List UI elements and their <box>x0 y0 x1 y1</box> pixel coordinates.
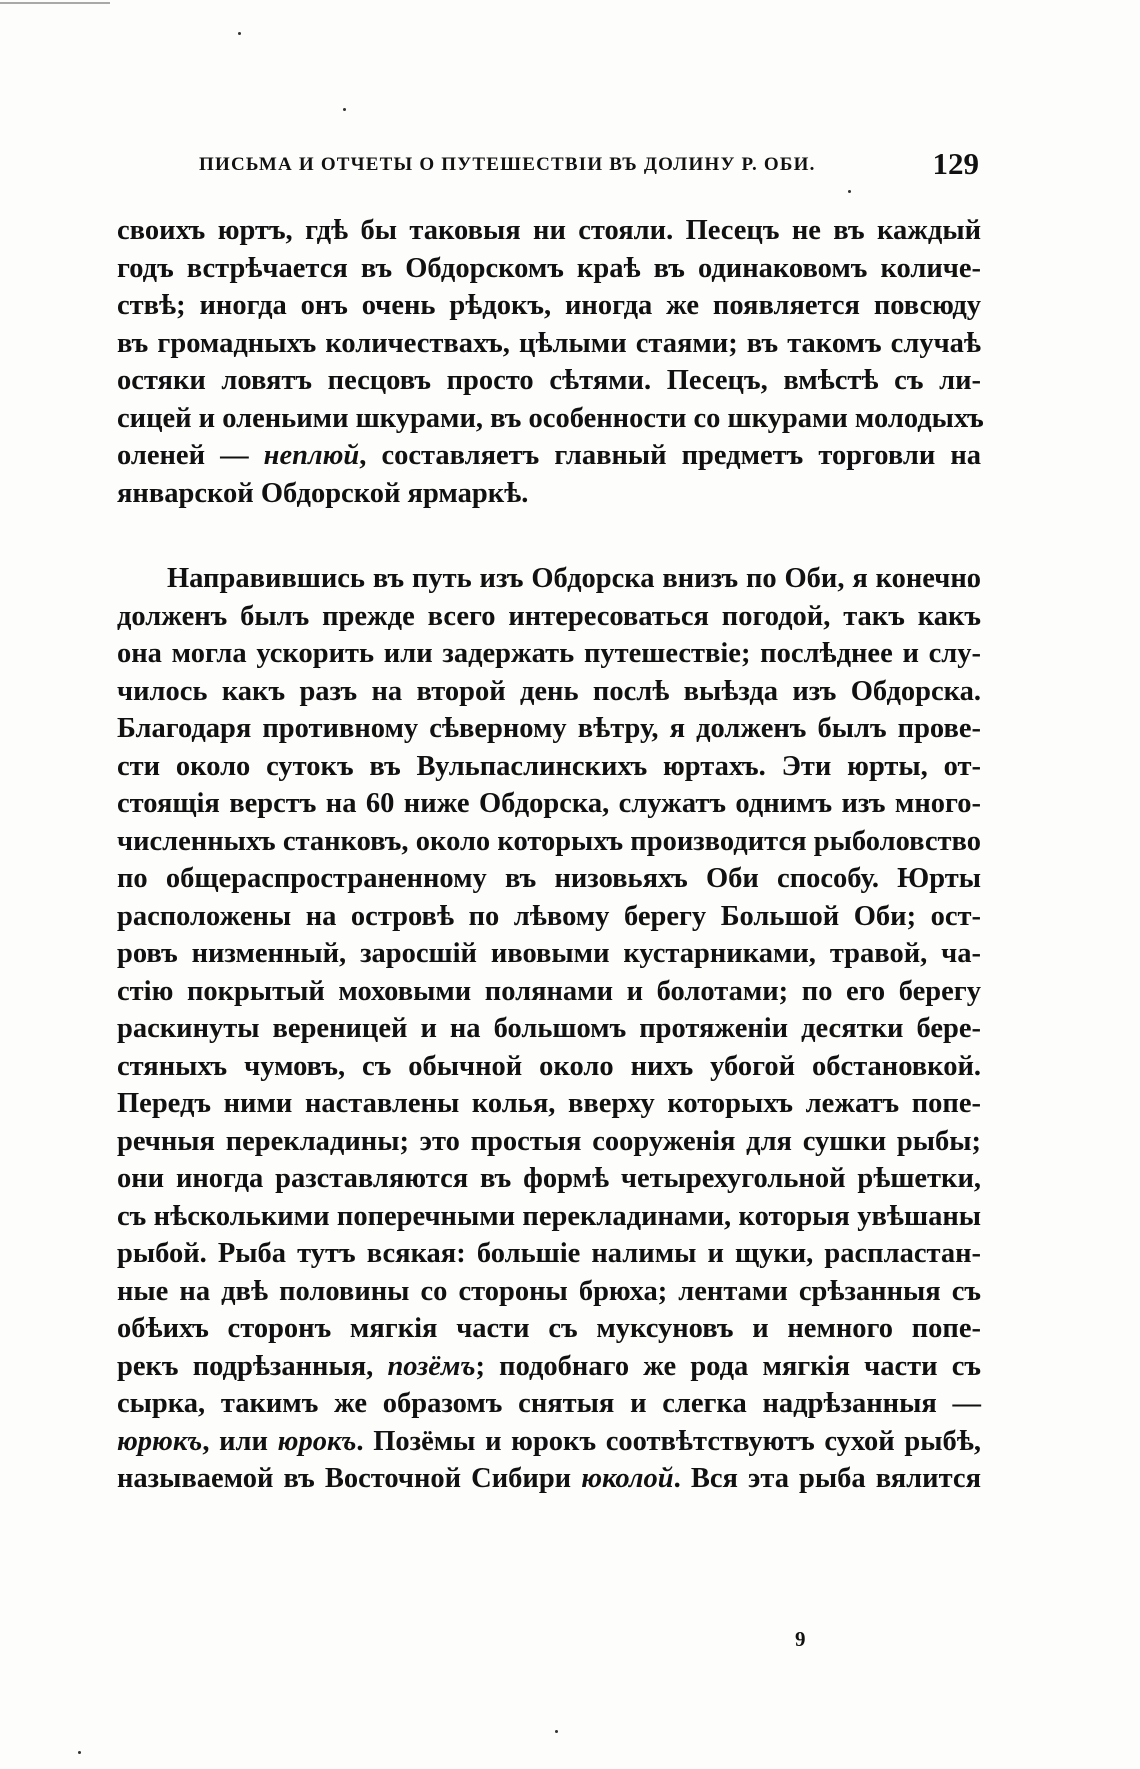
text-line: Направившись въ путь изъ Обдорска внизъ по Оби, я конечно <box>167 563 981 594</box>
text-line: долженъ былъ прежде всего интересоваться погодой, такъ какъ <box>117 600 981 632</box>
body-text <box>117 212 984 1498</box>
text-fragment: , или <box>202 1425 278 1457</box>
scan-speck <box>238 32 241 35</box>
text-line: сицей и оленьими шкурами, въ особенности со шкурами молодыхъ <box>117 402 984 434</box>
text-line: обѣихъ сторонъ мягкія части съ муксуновъ и немного попе- <box>117 1313 981 1344</box>
text-line: раскинуты вереницей и на большомъ протяженіи десятки бере- <box>117 1013 981 1044</box>
scan-speck <box>343 108 346 111</box>
scan-smudge <box>0 2 110 8</box>
text-line: расположены на островѣ по лѣвому берегу Большой Оби; ост- <box>117 900 981 932</box>
text-line: въ громадныхъ количествахъ, цѣлыми стаями; въ такомъ случаѣ <box>117 327 981 359</box>
text-line: они иногда разставляются въ формѣ четырехугольной рѣшетки, <box>117 1163 981 1194</box>
text-fragment: называемой въ Восточной Сибири <box>117 1463 582 1494</box>
text-line: численныхъ станковъ, около которыхъ производится рыболовство <box>117 825 981 857</box>
text-fragment: , составляетъ главный предметъ торговли на <box>359 440 981 471</box>
text-line: съ нѣсколькими поперечными перекладинами, которыя увѣшаны <box>117 1200 981 1232</box>
text-fragment: . Позёмы и юрокъ соотвѣтствуютъ сухой рыбѣ, <box>356 1425 981 1457</box>
text-line <box>117 1348 981 1386</box>
text-line: ные на двѣ половины со стороны брюха; лентами срѣзанныя съ <box>117 1275 981 1307</box>
scan-speck <box>78 1751 81 1754</box>
signature-mark: 9 <box>795 1627 806 1651</box>
text-line: стяныхъ чумовъ, съ обычной около нихъ убогой обстановкой. <box>117 1050 981 1082</box>
italic-term: юрокъ <box>277 1425 357 1457</box>
italic-term: позёмъ <box>387 1350 476 1382</box>
text-line: январской Обдорской ярмаркѣ. <box>117 477 529 509</box>
text-line: чилось какъ разъ на второй день послѣ выѣзда изъ Обдорска. <box>117 675 981 707</box>
text-line: рыбой. Рыба тутъ всякая: большіе налимы и щуки, распластан- <box>117 1238 981 1269</box>
italic-term: юрюкъ <box>117 1425 203 1457</box>
running-header <box>199 146 979 186</box>
page-number: 129 <box>932 146 979 181</box>
italic-term: юколой <box>581 1463 674 1494</box>
header-title: ПИСЬМА И ОТЧЕТЫ О ПУТЕШЕСТВІИ ВЪ ДОЛИНУ Р. ОБИ. <box>199 154 816 175</box>
text-line: она могла ускорить или задержать путешествіе; послѣднее и слу- <box>117 638 981 669</box>
text-line: Благодаря противному сѣверному вѣтру, я долженъ былъ прове- <box>117 713 981 744</box>
text-line: своихъ юртъ, гдѣ бы таковыя ни стояли. Песецъ не въ каждый <box>117 215 981 246</box>
text-line <box>117 437 981 475</box>
italic-term: неплюй <box>263 440 360 471</box>
text-line <box>117 1423 981 1461</box>
text-line: Передъ ними наставлены колья, вверху которыхъ лежатъ попе- <box>117 1088 981 1119</box>
text-fragment: оленей — <box>117 440 264 471</box>
scan-speck <box>848 190 851 193</box>
text-line: стоящія верстъ на 60 ниже Обдорска, служатъ однимъ изъ много- <box>117 788 981 819</box>
text-line: сырка, такимъ же образомъ снятыя и слегка надрѣзанныя — <box>117 1388 981 1419</box>
text-fragment: рекъ подрѣзанныя, <box>117 1350 388 1382</box>
text-line: по общераспространенному въ низовьяхъ Оби способу. Юрты <box>117 863 981 894</box>
text-line: стію покрытый моховыми полянами и болотами; по его берегу <box>117 975 981 1007</box>
text-line: сти около сутокъ въ Вульпаслинскихъ юртахъ. Эти юрты, от- <box>117 750 981 782</box>
text-fragment: . Вся эта рыба вялится <box>673 1463 981 1494</box>
text-line: остяки ловятъ песцовъ просто сѣтями. Песецъ, вмѣстѣ съ ли- <box>117 365 981 396</box>
scan-speck <box>555 1730 558 1733</box>
text-line: ровъ низменный, заросшій ивовыми кустарниками, травой, ча- <box>117 938 981 969</box>
text-line: ствѣ; иногда онъ очень рѣдокъ, иногда же появляется повсюду <box>117 290 981 321</box>
text-line: годъ встрѣчается въ Обдорскомъ краѣ въ одинаковомъ количе- <box>117 252 981 284</box>
text-line: речныя перекладины; это простыя сооруженія для сушки рыбы; <box>117 1125 981 1157</box>
text-line <box>117 1460 981 1498</box>
paragraph-gap <box>117 512 981 560</box>
text-fragment: ; подобнаго же рода мягкія части съ <box>475 1350 981 1382</box>
